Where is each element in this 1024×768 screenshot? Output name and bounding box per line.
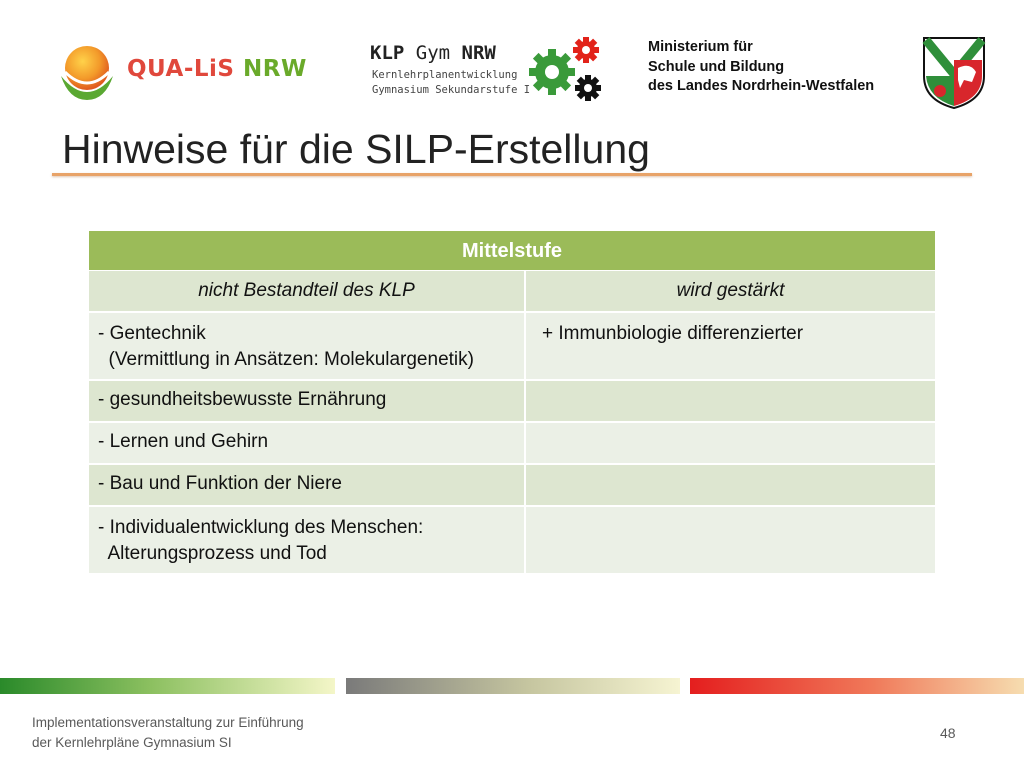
table-cell: - Gentechnik (Vermittlung in Ansätzen: Molekulargenetik) (89, 313, 526, 379)
title-underline (52, 173, 972, 176)
table-cell (526, 423, 935, 463)
nrw-coat-of-arms-icon (920, 36, 988, 110)
table-cell: - Individualentwicklung des Menschen: Alterungsprozess und Tod (89, 507, 526, 573)
table-header: Mittelstufe (89, 231, 935, 271)
klp-subtitle-line2: Gymnasium Sekundarstufe I (372, 84, 531, 96)
qualis-wordmark (127, 56, 307, 82)
slide-title: Hinweise für die SILP-Erstellung (62, 126, 650, 172)
klp-logo (370, 40, 610, 106)
table-row (89, 423, 935, 465)
klp-subtitle-line1: Kernlehrplanentwicklung (372, 69, 518, 81)
klp-title-gym: Gym (415, 42, 462, 64)
content-table (89, 231, 935, 573)
table-cell (526, 507, 935, 573)
footer-line2: der Kernlehrpläne Gymnasium SI (32, 735, 232, 750)
ministry-name-line2: Schule und Bildung (648, 58, 785, 75)
table-cell: - gesundheitsbewusste Ernährung (89, 381, 526, 421)
ministry-name-line3: des Landes Nordrhein-Westfalen (648, 78, 875, 94)
table-cell: + Immunbiologie differenzierter (526, 313, 935, 379)
klp-title-klp: KLP (370, 42, 416, 64)
qualis-emblem-icon (57, 42, 117, 102)
table-row (89, 465, 935, 507)
footer-line1: Implementationsveranstaltung zur Einführung (32, 715, 304, 730)
page-number: 48 (940, 725, 956, 741)
table-row (89, 313, 935, 381)
gears-icon (526, 36, 602, 106)
table-cell (526, 381, 935, 421)
decorative-bar-green (0, 678, 335, 694)
ministry-name-line1: Ministerium für (648, 39, 753, 55)
ministry-name (648, 38, 874, 97)
table-row (89, 381, 935, 423)
decorative-bar-red (690, 678, 1024, 694)
table-subheader-row (89, 271, 935, 313)
klp-title-nrw: NRW (461, 42, 496, 64)
table-row (89, 507, 935, 573)
footer-text (32, 713, 304, 753)
ministry-logo (646, 36, 986, 111)
table-cell: - Lernen und Gehirn (89, 423, 526, 463)
qualis-wordmark-part1: QUA-LiS (127, 56, 243, 82)
table-cell: - Bau und Funktion der Niere (89, 465, 526, 505)
qualis-wordmark-part2: NRW (242, 56, 307, 82)
qualis-logo (55, 38, 307, 102)
table-cell (526, 465, 935, 505)
column-header-strengthened: wird gestärkt (526, 271, 935, 311)
decorative-bar-gray (346, 678, 680, 694)
column-header-not-part: nicht Bestandteil des KLP (89, 271, 526, 311)
klp-title (370, 42, 496, 64)
